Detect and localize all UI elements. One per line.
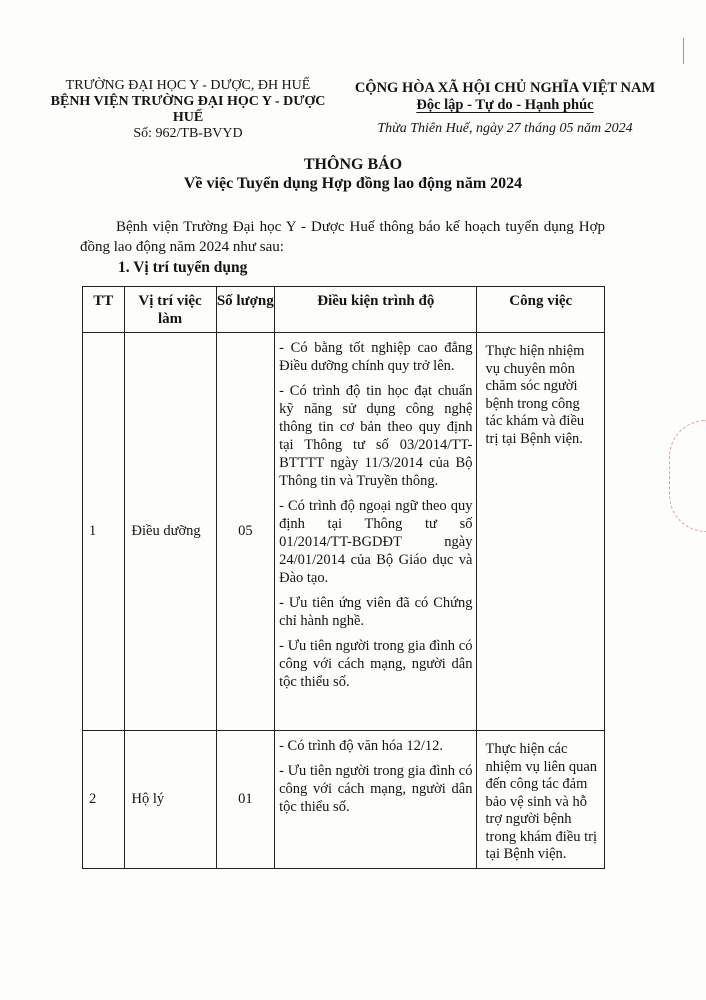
header-conditions: Điều kiện trình độ <box>275 287 477 333</box>
red-stamp-edge <box>669 420 706 532</box>
condition-item: - Ưu tiên ứng viên đã có Chứng chỉ hành nghề. <box>279 595 473 629</box>
row-conditions <box>275 333 477 731</box>
country-name: CỘNG HÒA XÃ HỘI CHỦ NGHĨA VIỆT NAM <box>354 80 656 96</box>
hospital-name: BỆNH VIỆN TRƯỜNG ĐẠI HỌC Y - DƯỢC HUẾ <box>50 94 326 125</box>
table-row <box>83 333 605 731</box>
motto: Độc lập - Tự do - Hạnh phúc <box>416 97 594 113</box>
condition-item: - Có trình độ tin học đạt chuẩn kỹ năng sử dụng công nghệ thông tin cơ bản theo quy định tại Thông tư số 03/2014/TT-BTTTT ngày 11/3/2014 của Bộ Thông tin và Truyền thông. <box>279 383 473 489</box>
university-name: TRƯỜNG ĐẠI HỌC Y - DƯỢC, ĐH HUẾ <box>65 78 311 93</box>
header-position: Vị trí việc làm <box>124 287 216 333</box>
intro-paragraph: Bệnh viện Trường Đại học Y - Dược Huế thông báo kế hoạch tuyển dụng Hợp đồng lao động năm 2024 như sau: <box>80 219 605 255</box>
section-heading: 1. Vị trí tuyển dụng <box>118 259 248 276</box>
row-conditions <box>275 731 477 869</box>
row-position: Điều dưỡng <box>124 333 216 731</box>
header-tt: TT <box>83 287 125 333</box>
document-number: Số: 962/TB-BVYD <box>133 126 243 141</box>
row-quantity: 05 <box>216 333 275 731</box>
header-quantity: Số lượng <box>216 287 275 333</box>
recruitment-table <box>82 286 605 869</box>
condition-item: - Có trình độ ngoại ngữ theo quy định tại Thông tư số 01/2014/TT-BGDĐT ngày 24/01/2014 của Bộ Giáo dục và Đào tạo. <box>279 498 473 586</box>
condition-item: - Ưu tiên người trong gia đình có công với cách mạng, người dân tộc thiểu số. <box>279 763 473 815</box>
title-sub: Về việc Tuyển dụng Hợp đồng lao động năm 2024 <box>183 175 523 192</box>
header-job: Công việc <box>477 287 605 333</box>
place-date: Thừa Thiên Huế, ngày 27 tháng 05 năm 2024 <box>377 121 633 136</box>
table-header-row <box>83 287 605 333</box>
condition-item: - Có trình độ văn hóa 12/12. <box>279 738 444 754</box>
national-header <box>340 80 670 137</box>
row-quantity: 01 <box>216 731 275 869</box>
condition-item: - Có bằng tốt nghiệp cao đẳng Điều dưỡng chính quy trở lên. <box>279 340 473 374</box>
row-job: Thực hiện nhiệm vụ chuyên môn chăm sóc người bệnh trong công tác khám và điều trị tại Bệnh viện. <box>477 333 605 731</box>
title-main: THÔNG BÁO <box>303 156 403 173</box>
condition-item: - Ưu tiên người trong gia đình có công với cách mạng, người dân tộc thiểu số. <box>279 638 473 690</box>
row-job: Thực hiện các nhiệm vụ liên quan đến công tác đảm bảo vệ sinh và hỗ trợ người bệnh trong khám điều trị tại Bệnh viện. <box>477 731 605 869</box>
table-row <box>83 731 605 869</box>
row-tt: 1 <box>83 333 125 731</box>
issuer-block <box>38 78 338 142</box>
row-position: Hộ lý <box>124 731 216 869</box>
scan-mark <box>683 38 684 64</box>
document-title <box>0 155 706 193</box>
row-tt: 2 <box>83 731 125 869</box>
